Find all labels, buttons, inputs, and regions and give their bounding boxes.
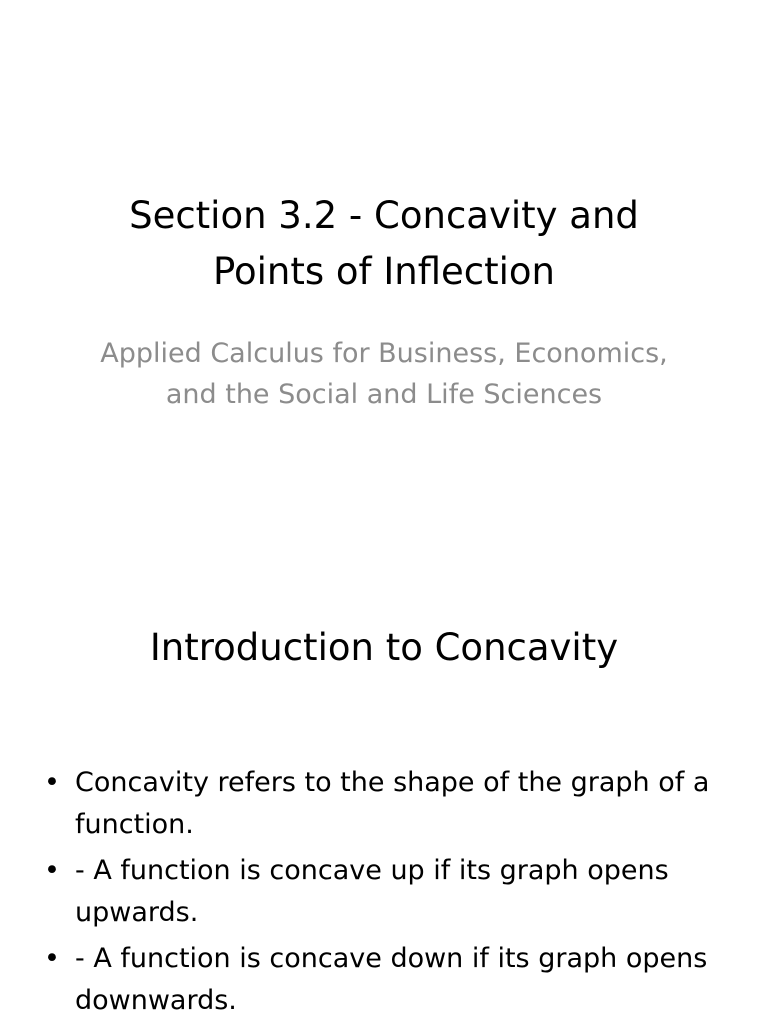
bullet-icon: • xyxy=(44,855,60,886)
bullet-text: - A function is concave up if its graph opens upwards. xyxy=(75,855,669,928)
bullet-icon: • xyxy=(44,943,60,974)
content-slide xyxy=(0,576,768,1024)
slide-heading: Introduction to Concavity xyxy=(149,626,619,669)
bullet-item xyxy=(38,938,738,1022)
bullet-list xyxy=(38,762,738,1026)
bullet-icon: • xyxy=(44,767,60,798)
bullet-text: - A function is concave down if its graph opens downwards. xyxy=(75,943,708,1016)
bullet-text: Concavity refers to the shape of the graph of a function. xyxy=(75,767,710,840)
slide-subtitle: Applied Calculus for Business, Economics, and the Social and Life Sciences xyxy=(100,338,668,410)
bullet-item xyxy=(38,762,738,846)
slide-title: Section 3.2 - Concavity and Points of Inflection xyxy=(129,194,639,293)
bullet-item xyxy=(38,850,738,934)
